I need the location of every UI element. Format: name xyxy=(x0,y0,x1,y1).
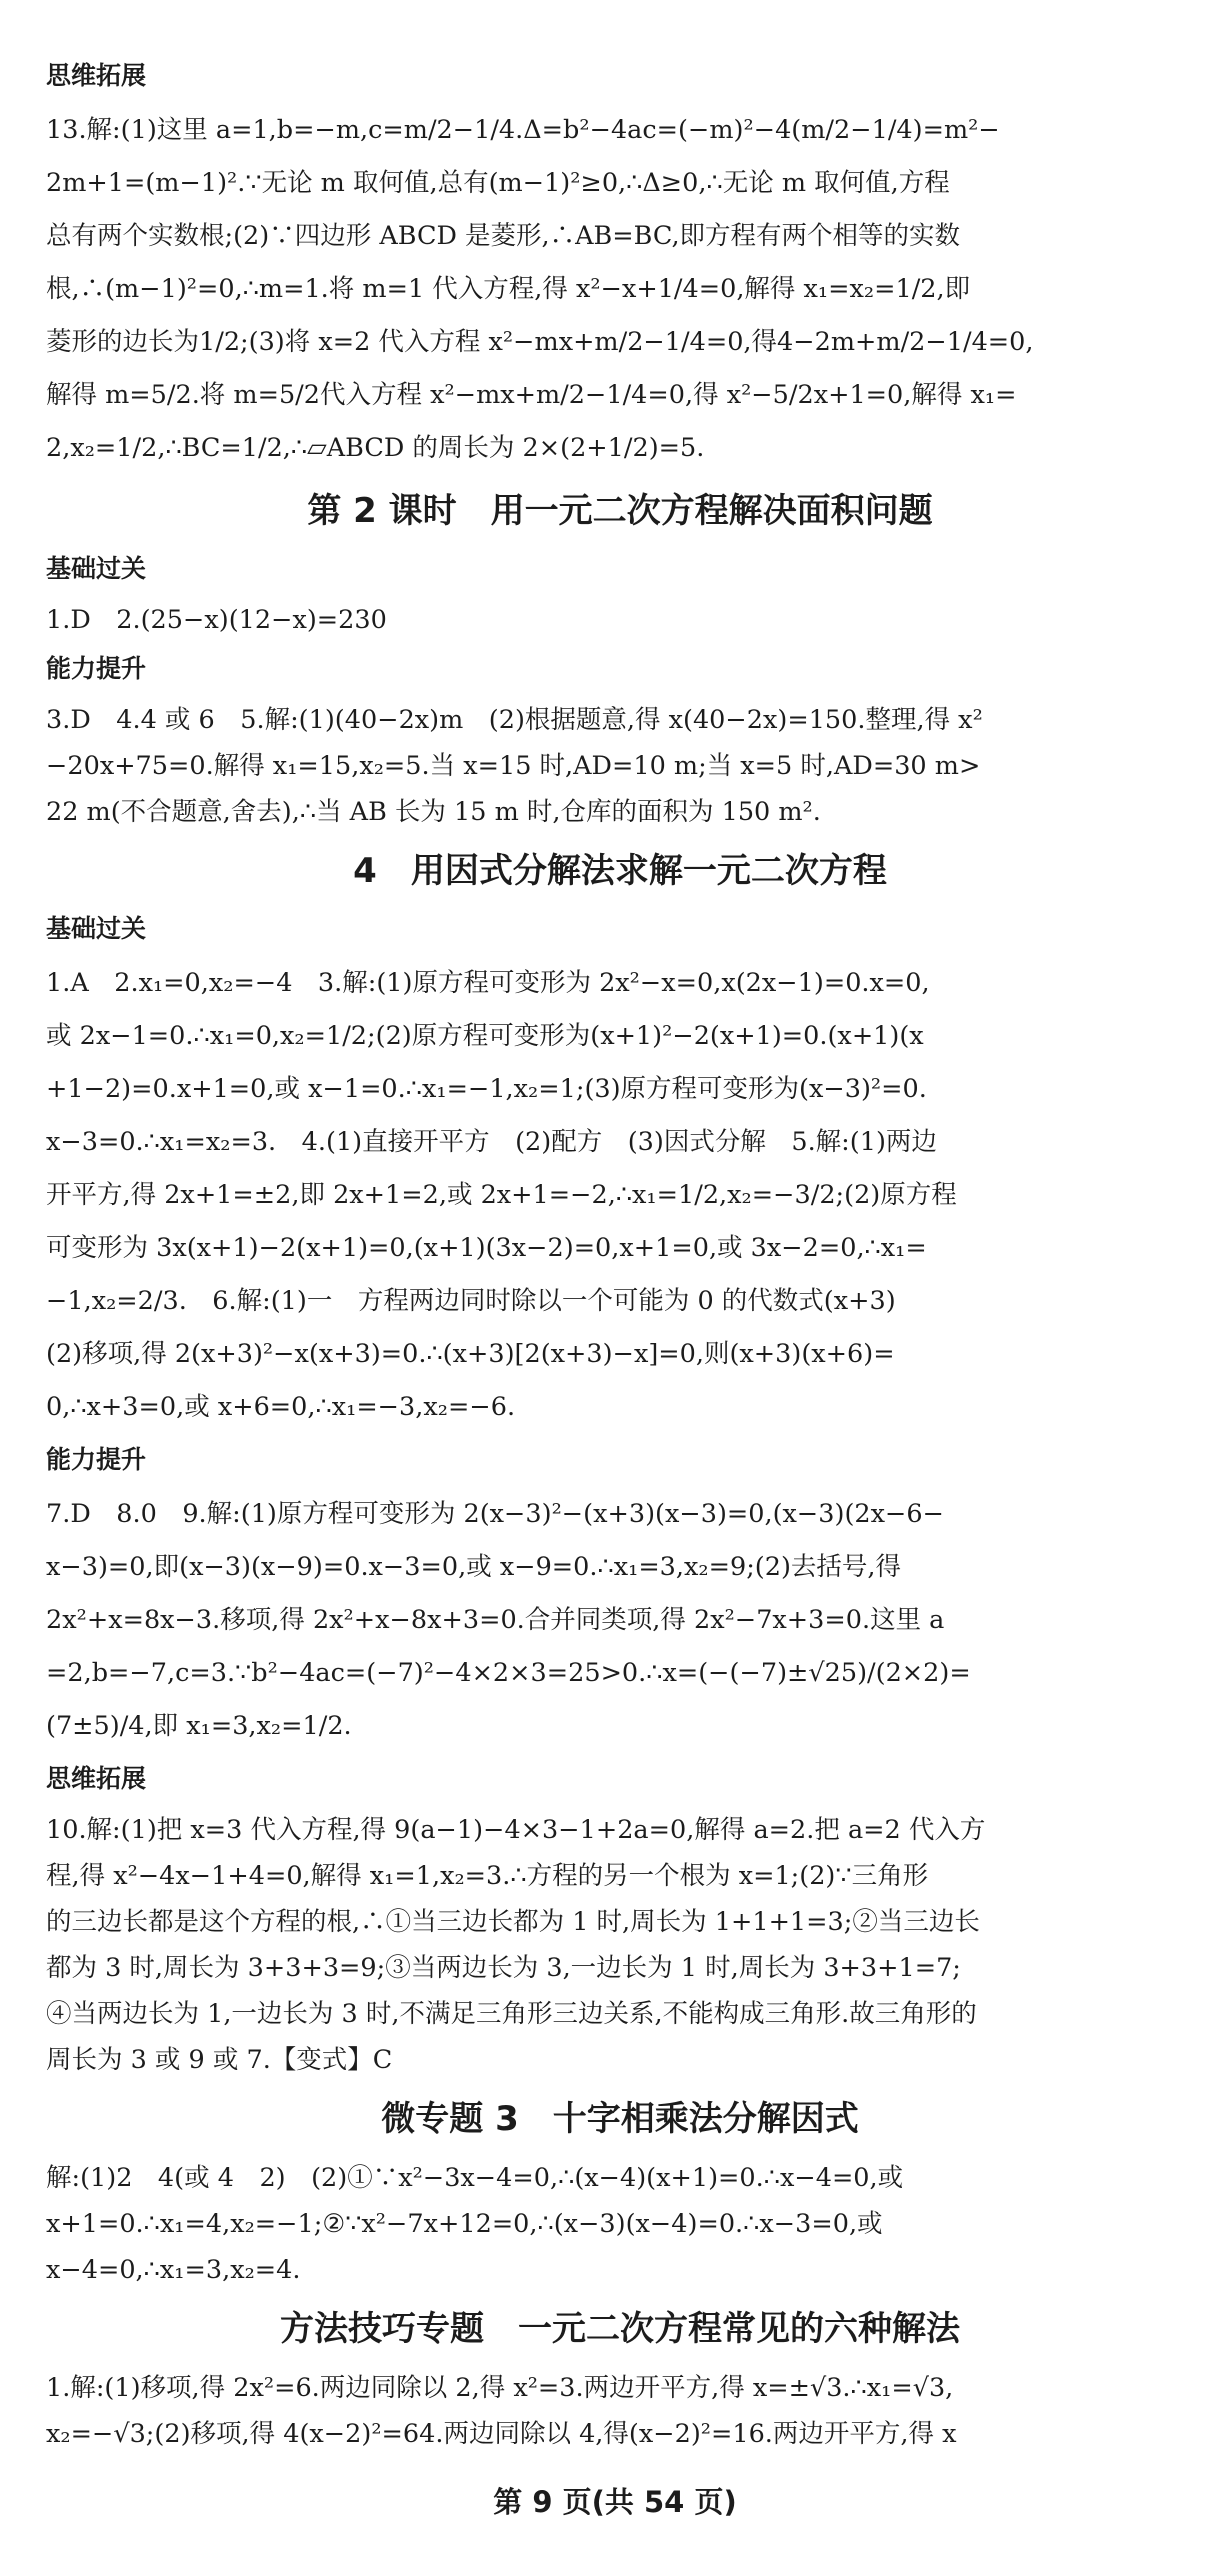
answer-line: x−4=0,∴x₁=3,x₂=4. xyxy=(46,2255,301,2285)
answer-paragraph xyxy=(46,1807,1194,2083)
section-label: 能力提升 xyxy=(46,654,147,683)
answer-line: 总有两个实数根;(2)∵四边形 ABCD 是菱形,∴AB=BC,即方程有两个相等的实数 xyxy=(46,221,961,251)
section-title: 方法技巧专题 一元二次方程常见的六种解法 xyxy=(280,2309,960,2349)
answer-paragraph xyxy=(46,1488,1194,1753)
answer-line: (7±5)/4,即 x₁=3,x₂=1/2. xyxy=(46,1711,352,1741)
answer-paragraph xyxy=(46,104,1194,475)
answer-line: 周长为 3 或 9 或 7.【变式】C xyxy=(46,2045,393,2075)
answer-line: −1,x₂=2/3. 6.解:(1)一 方程两边同时除以一个可能为 0 的代数式(x+3) xyxy=(46,1286,896,1316)
answer-line: 1.解:(1)移项,得 2x²=6.两边同除以 2,得 x²=3.两边开平方,得 x=±√3.∴x₁=√3, xyxy=(46,2373,954,2403)
answer-line: 22 m(不合题意,舍去),∴当 AB 长为 15 m 时,仓库的面积为 150 m². xyxy=(46,797,821,827)
answer-line: 解得 m=5/2.将 m=5/2代入方程 x²−mx+m/2−1/4=0,得 x²−5/2x+1=0,解得 x₁= xyxy=(46,380,1017,410)
answer-line: 0,∴x+3=0,或 x+6=0,∴x₁=−3,x₂=−6. xyxy=(46,1392,516,1422)
answer-line: x₂=−√3;(2)移项,得 4(x−2)²=64.两边同除以 4,得(x−2)²=16.两边开平方,得 x xyxy=(46,2419,957,2449)
answer-line: 1.A 2.x₁=0,x₂=−4 3.解:(1)原方程可变形为 2x²−x=0,x(2x−1)=0.x=0, xyxy=(46,968,930,998)
answer-line: 或 2x−1=0.∴x₁=0,x₂=1/2;(2)原方程可变形为(x+1)²−2(x+1)=0.(x+1)(x xyxy=(46,1021,924,1051)
answer-line: 3.D 4.4 或 6 5.解:(1)(40−2x)m (2)根据题意,得 x(40−2x)=150.整理,得 x² xyxy=(46,705,983,735)
answer-line: (2)移项,得 2(x+3)²−x(x+3)=0.∴(x+3)[2(x+3)−x]=0,则(x+3)(x+6)= xyxy=(46,1339,895,1369)
answer-line: 菱形的边长为1/2;(3)将 x=2 代入方程 x²−mx+m/2−1/4=0,得4−2m+m/2−1/4=0, xyxy=(46,327,1034,357)
answer-line: 开平方,得 2x+1=±2,即 2x+1=2,或 2x+1=−2,∴x₁=1/2,x₂=−3/2;(2)原方程 xyxy=(46,1180,957,1210)
answer-line: 1.D 2.(25−x)(12−x)=230 xyxy=(46,605,387,635)
answer-page xyxy=(46,50,1194,2457)
answer-line: +1−2)=0.x+1=0,或 x−1=0.∴x₁=−1,x₂=1;(3)原方程可变形为(x−3)²=0. xyxy=(46,1074,927,1104)
section-label: 思维拓展 xyxy=(46,61,147,90)
answer-line: =2,b=−7,c=3.∵b²−4ac=(−7)²−4×2×3=25>0.∴x=(−(−7)±√25)/(2×2)= xyxy=(46,1658,971,1688)
answer-line: 根,∴(m−1)²=0,∴m=1.将 m=1 代入方程,得 x²−x+1/4=0,解得 x₁=x₂=1/2,即 xyxy=(46,274,971,304)
section-title: 第 2 课时 用一元二次方程解决面积问题 xyxy=(307,491,933,531)
answer-line: 可变形为 3x(x+1)−2(x+1)=0,(x+1)(3x−2)=0,x+1=0,或 3x−2=0,∴x₁= xyxy=(46,1233,927,1263)
section-title: 4 用因式分解法求解一元二次方程 xyxy=(353,851,887,891)
answer-line: 7.D 8.0 9.解:(1)原方程可变形为 2(x−3)²−(x+3)(x−3)=0,(x−3)(2x−6− xyxy=(46,1499,944,1529)
section-label: 能力提升 xyxy=(46,1445,147,1474)
section-title: 微专题 3 十字相乘法分解因式 xyxy=(381,2099,859,2139)
answer-line: 2x²+x=8x−3.移项,得 2x²+x−8x+3=0.合并同类项,得 2x²−7x+3=0.这里 a xyxy=(46,1605,945,1635)
answer-line: 2,x₂=1/2,∴BC=1/2,∴▱ABCD 的周长为 2×(2+1/2)=5. xyxy=(46,433,705,463)
answer-line: x+1=0.∴x₁=4,x₂=−1;②∵x²−7x+12=0,∴(x−3)(x−4)=0.∴x−3=0,或 xyxy=(46,2209,883,2239)
answer-paragraph xyxy=(46,697,1194,835)
answer-line: −20x+75=0.解得 x₁=15,x₂=5.当 x=15 时,AD=10 m;当 x=5 时,AD=30 m> xyxy=(46,751,981,781)
answer-line: 都为 3 时,周长为 3+3+3=9;③当两边长为 3,一边长为 1 时,周长为 3+3+1=7; xyxy=(46,1953,961,1983)
answer-line: ④当两边长为 1,一边长为 3 时,不满足三角形三边关系,不能构成三角形.故三角形的 xyxy=(46,1999,977,2029)
section-label: 基础过关 xyxy=(46,554,147,583)
answer-line: 程,得 x²−4x−1+4=0,解得 x₁=1,x₂=3.∴方程的另一个根为 x=1;(2)∵三角形 xyxy=(46,1861,929,1891)
answer-paragraph xyxy=(46,2155,1194,2293)
answer-line: x−3=0.∴x₁=x₂=3. 4.(1)直接开平方 (2)配方 (3)因式分解 5.解:(1)两边 xyxy=(46,1127,937,1157)
page-footer: 第 9 页(共 54 页) xyxy=(493,2485,737,2519)
answer-line: 13.解:(1)这里 a=1,b=−m,c=m/2−1/4.Δ=b²−4ac=(−m)²−4(m/2−1/4)=m²− xyxy=(46,115,1000,145)
section-label: 基础过关 xyxy=(46,914,147,943)
answer-line: x−3)=0,即(x−3)(x−9)=0.x−3=0,或 x−9=0.∴x₁=3,x₂=9;(2)去括号,得 xyxy=(46,1552,902,1582)
answer-line: 2m+1=(m−1)².∵无论 m 取何值,总有(m−1)²≥0,∴Δ≥0,∴无论 m 取何值,方程 xyxy=(46,168,950,198)
section-label: 思维拓展 xyxy=(46,1764,147,1793)
answer-paragraph xyxy=(46,2365,1194,2457)
answer-line: 10.解:(1)把 x=3 代入方程,得 9(a−1)−4×3−1+2a=0,解得 a=2.把 a=2 代入方 xyxy=(46,1815,986,1845)
answer-line: 解:(1)2 4(或 4 2) (2)①∵x²−3x−4=0,∴(x−4)(x+1)=0.∴x−4=0,或 xyxy=(46,2163,904,2193)
answer-line: 的三边长都是这个方程的根,∴①当三边长都为 1 时,周长为 1+1+1=3;②当三边长 xyxy=(46,1907,980,1937)
answer-paragraph xyxy=(46,957,1194,1434)
answer-paragraph xyxy=(46,597,1194,643)
